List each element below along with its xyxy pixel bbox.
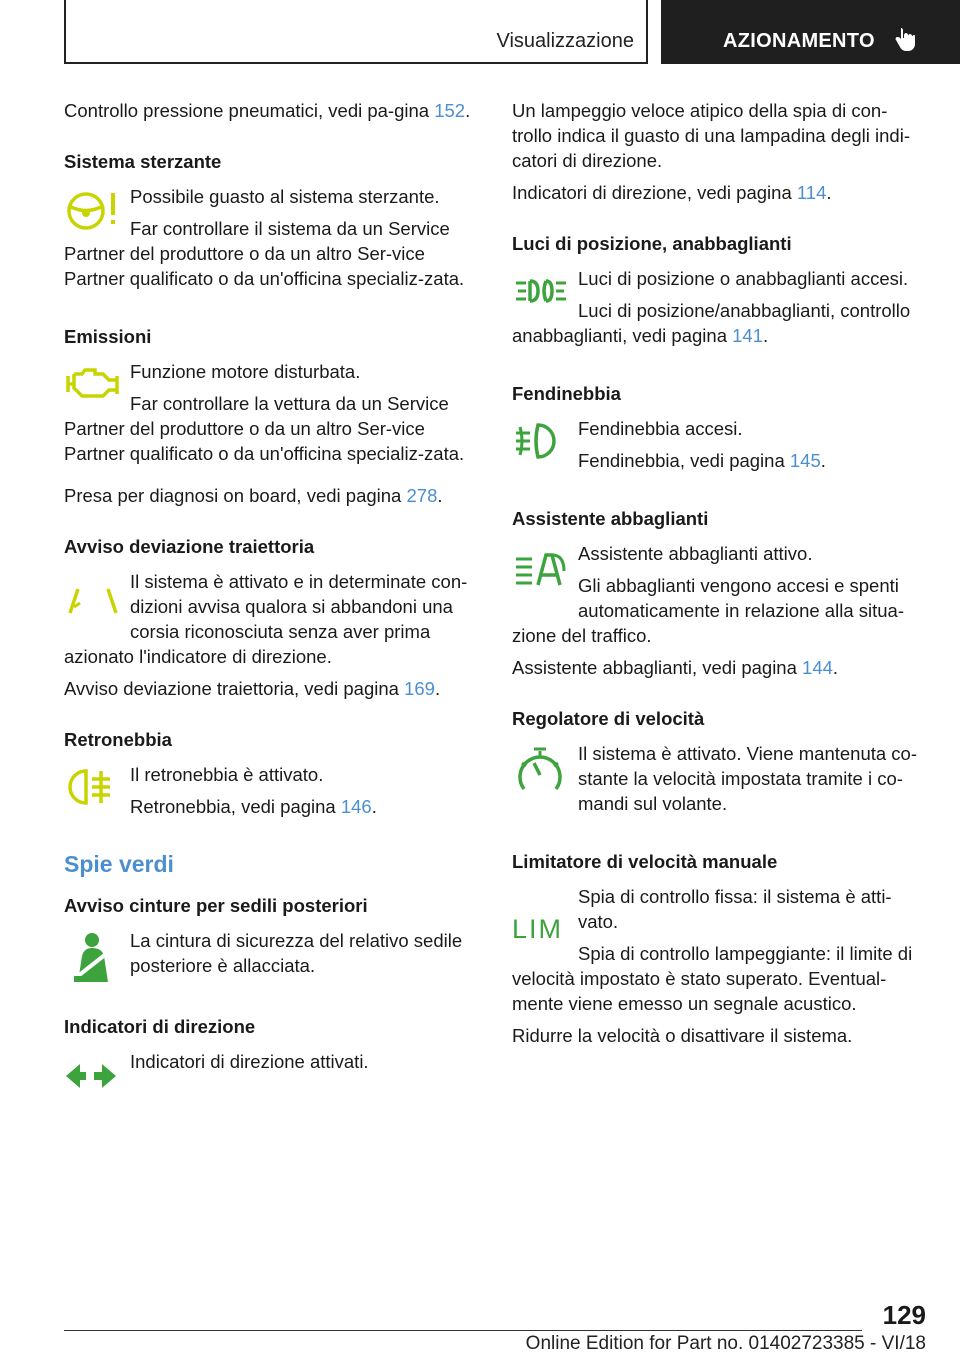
- section-rear-belts: [64, 893, 478, 988]
- limiter-heading: Limitatore di velocità manuale: [512, 851, 778, 872]
- frontfog-text-1: Fendinebbia accesi.: [578, 418, 743, 439]
- belt-heading: Avviso cinture per sedili posteriori: [64, 895, 368, 916]
- lane-departure-icon: [64, 569, 130, 629]
- front-fog-light-icon: [512, 416, 578, 466]
- header-chapter-box: [661, 0, 960, 64]
- steering-warning-icon: [64, 184, 130, 234]
- page-number: 129: [882, 1300, 926, 1330]
- page-link-144[interactable]: 144: [802, 657, 833, 678]
- hba-text-1: Assistente abbaglianti attivo.: [578, 543, 813, 564]
- header-chapter-title: AZIONAMENTO: [723, 30, 875, 52]
- turn-signal-icon: [64, 1049, 130, 1099]
- header-section-box: [64, 0, 648, 64]
- section-front-fog: Fendinebbia Fendinebbia accesi. Fendinebbia, vedi pagina 145.: [512, 381, 926, 480]
- page-link-278[interactable]: 278: [406, 485, 438, 506]
- hba-ref-text: Assistente abbaglianti, vedi pagina: [512, 657, 803, 678]
- page-link-152[interactable]: 152: [434, 100, 466, 121]
- footer-edition: Online Edition for Part no. 01402723385 - VI/18: [525, 1333, 926, 1354]
- limiter-text-3: Ridurre la velocità o disattivare il sistema.: [512, 1025, 853, 1046]
- right-column: [512, 98, 926, 1074]
- section-rear-fog: Retronebbia Il retronebbia è attivato. Retronebbia, vedi pagina 146.: [64, 727, 478, 826]
- hand-pointer-icon: [895, 26, 917, 52]
- hba-heading: Assistente abbaglianti: [512, 508, 709, 529]
- hba-text-2: Gli abbaglianti vengono accesi e spenti automaticamente in relazione alla situa-zione del traffico.: [512, 575, 904, 646]
- section-turn-signals: [64, 1014, 478, 1099]
- header-section-title: Visualizzazione: [496, 30, 634, 52]
- lane-ref-text: Avviso deviazione traiettoria, vedi pagina: [64, 678, 405, 699]
- section-high-beam-assist: Assistente abbaglianti Assistente abbaglianti attivo. Gli abbaglianti vengono accesi e spenti automaticamente in relazione alla situa-zione del traffico. Assistente abbaglianti, vedi pagina 144.: [512, 506, 926, 680]
- lowbeam-text-2: Luci di posizione/anabbaglianti, controllo anabbaglianti, vedi pagina: [512, 300, 911, 346]
- rearfog-text-1: Il retronebbia è attivato.: [130, 764, 324, 785]
- lowbeam-text-1: Luci di posizione o anabbaglianti accesi.: [578, 268, 909, 289]
- section-steering: [64, 149, 478, 298]
- turn-heading: Indicatori di direzione: [64, 1016, 256, 1037]
- lane-heading: Avviso deviazione traiettoria: [64, 536, 315, 557]
- rear-fog-light-icon: [64, 762, 130, 812]
- steering-heading: Sistema sterzante: [64, 151, 222, 172]
- page-link-145[interactable]: 145: [789, 450, 821, 471]
- page-link-169[interactable]: 169: [404, 678, 435, 699]
- limiter-text-2: Spia di controllo lampeggiante: il limite di velocità impostato è stato superato. Eventual-mente viene emesso un segnale acustico.: [512, 943, 913, 1014]
- turn-text-1: Indicatori di direzione attivati.: [130, 1051, 369, 1072]
- intro-text: Controllo pressione pneumatici, vedi pa-gina: [64, 100, 435, 121]
- high-beam-assist-icon: [512, 541, 578, 601]
- page-link-114[interactable]: 114: [796, 182, 827, 203]
- cruise-control-icon: [512, 741, 578, 801]
- cruise-heading: Regolatore di velocità: [512, 708, 705, 729]
- lim-icon-text: LIM: [512, 914, 564, 944]
- steering-text-2: Far controllare il sistema da un Service Partner del produttore o da un altro Ser-vice Partner qualificato o da un'officina specializ-zata.: [64, 218, 465, 289]
- low-beam-icon: [512, 266, 578, 316]
- engine-icon: [64, 359, 130, 409]
- limiter-text-1: Spia di controllo fissa: il sistema è atti-vato.: [578, 886, 892, 932]
- steering-text-1: Possibile guasto al sistema sterzante.: [130, 186, 440, 207]
- emissions-heading: Emissioni: [64, 326, 152, 347]
- seatbelt-icon: [64, 928, 130, 988]
- page-link-141[interactable]: 141: [732, 325, 763, 346]
- section-low-beam: Luci di posizione, anabbaglianti Luci di posizione o anabbaglianti accesi. Luci di posizione/anabbaglianti, controllo anabbaglianti, vedi pagina 141.: [512, 231, 926, 355]
- left-column: [64, 98, 478, 1125]
- belt-text-1: La cintura di sicurezza del relativo sedile posteriore è allacciata.: [130, 930, 463, 976]
- section-cruise-control: [512, 706, 926, 823]
- speed-limiter-icon: [512, 884, 578, 942]
- tire-pressure-ref: Controllo pressione pneumatici, vedi pa-gina 152.: [64, 100, 471, 121]
- frontfog-heading: Fendinebbia: [512, 383, 621, 404]
- section-speed-limiter: [512, 849, 926, 1048]
- emissions-text-2: Far controllare la vettura da un Service Partner del produttore o da un altro Ser-vice Partner qualificato o da un'officina specializ-zata.: [64, 393, 465, 464]
- green-lights-heading: Spie verdi: [64, 851, 174, 877]
- rearfog-heading: Retronebbia: [64, 729, 172, 750]
- emissions-text-1: Funzione motore disturbata.: [130, 361, 361, 382]
- page-link-146[interactable]: 146: [340, 796, 372, 817]
- obd-ref-text: Presa per diagnosi on board, vedi pagina: [64, 485, 407, 506]
- section-lane-departure: Avviso deviazione traiettoria Il sistema è attivato e in determinate con-dizioni avvisa qualora si abbandoni una corsia riconosciuta senza aver prima azionato l'indicatore di direzione. Avviso deviazione traiettoria, vedi pagina 169.: [64, 534, 478, 701]
- rearfog-ref-text: Retronebbia, vedi pagina: [130, 796, 341, 817]
- cruise-text-1: Il sistema è attivato. Viene mantenuta co-stante la velocità impostata tramite i co-mandi sul volante.: [578, 743, 918, 814]
- frontfog-text-2: Fendinebbia, vedi pagina: [578, 450, 790, 471]
- turn-cont-text: Un lampeggio veloce atipico della spia di con-trollo indica il guasto di una lampadina degli indi-catori di direzione.: [512, 100, 910, 171]
- lowbeam-heading: Luci di posizione, anabbaglianti: [512, 233, 792, 254]
- turn-ref-text: Indicatori di direzione, vedi pagina: [512, 182, 797, 203]
- section-emissions: Emissioni Funzione motore disturbata. Far controllare la vettura da un Service Partner del produttore o da un altro Ser-vice Partner qualificato o da un'officina specializ-zata. Presa per diagnosi on board, vedi pagina 278.: [64, 324, 478, 508]
- turn-signals-continued: Un lampeggio veloce atipico della spia di con-trollo indica il guasto di una lampadina degli indi-catori di direzione. Indicatori di direzione, vedi pagina 114.: [512, 98, 926, 205]
- lane-text-1: Il sistema è attivato e in determinate con-dizioni avvisa qualora si abbandoni una corsia riconosciuta senza aver prima azionato l'indicatore di direzione.: [64, 571, 468, 667]
- footer-divider: [64, 1330, 862, 1331]
